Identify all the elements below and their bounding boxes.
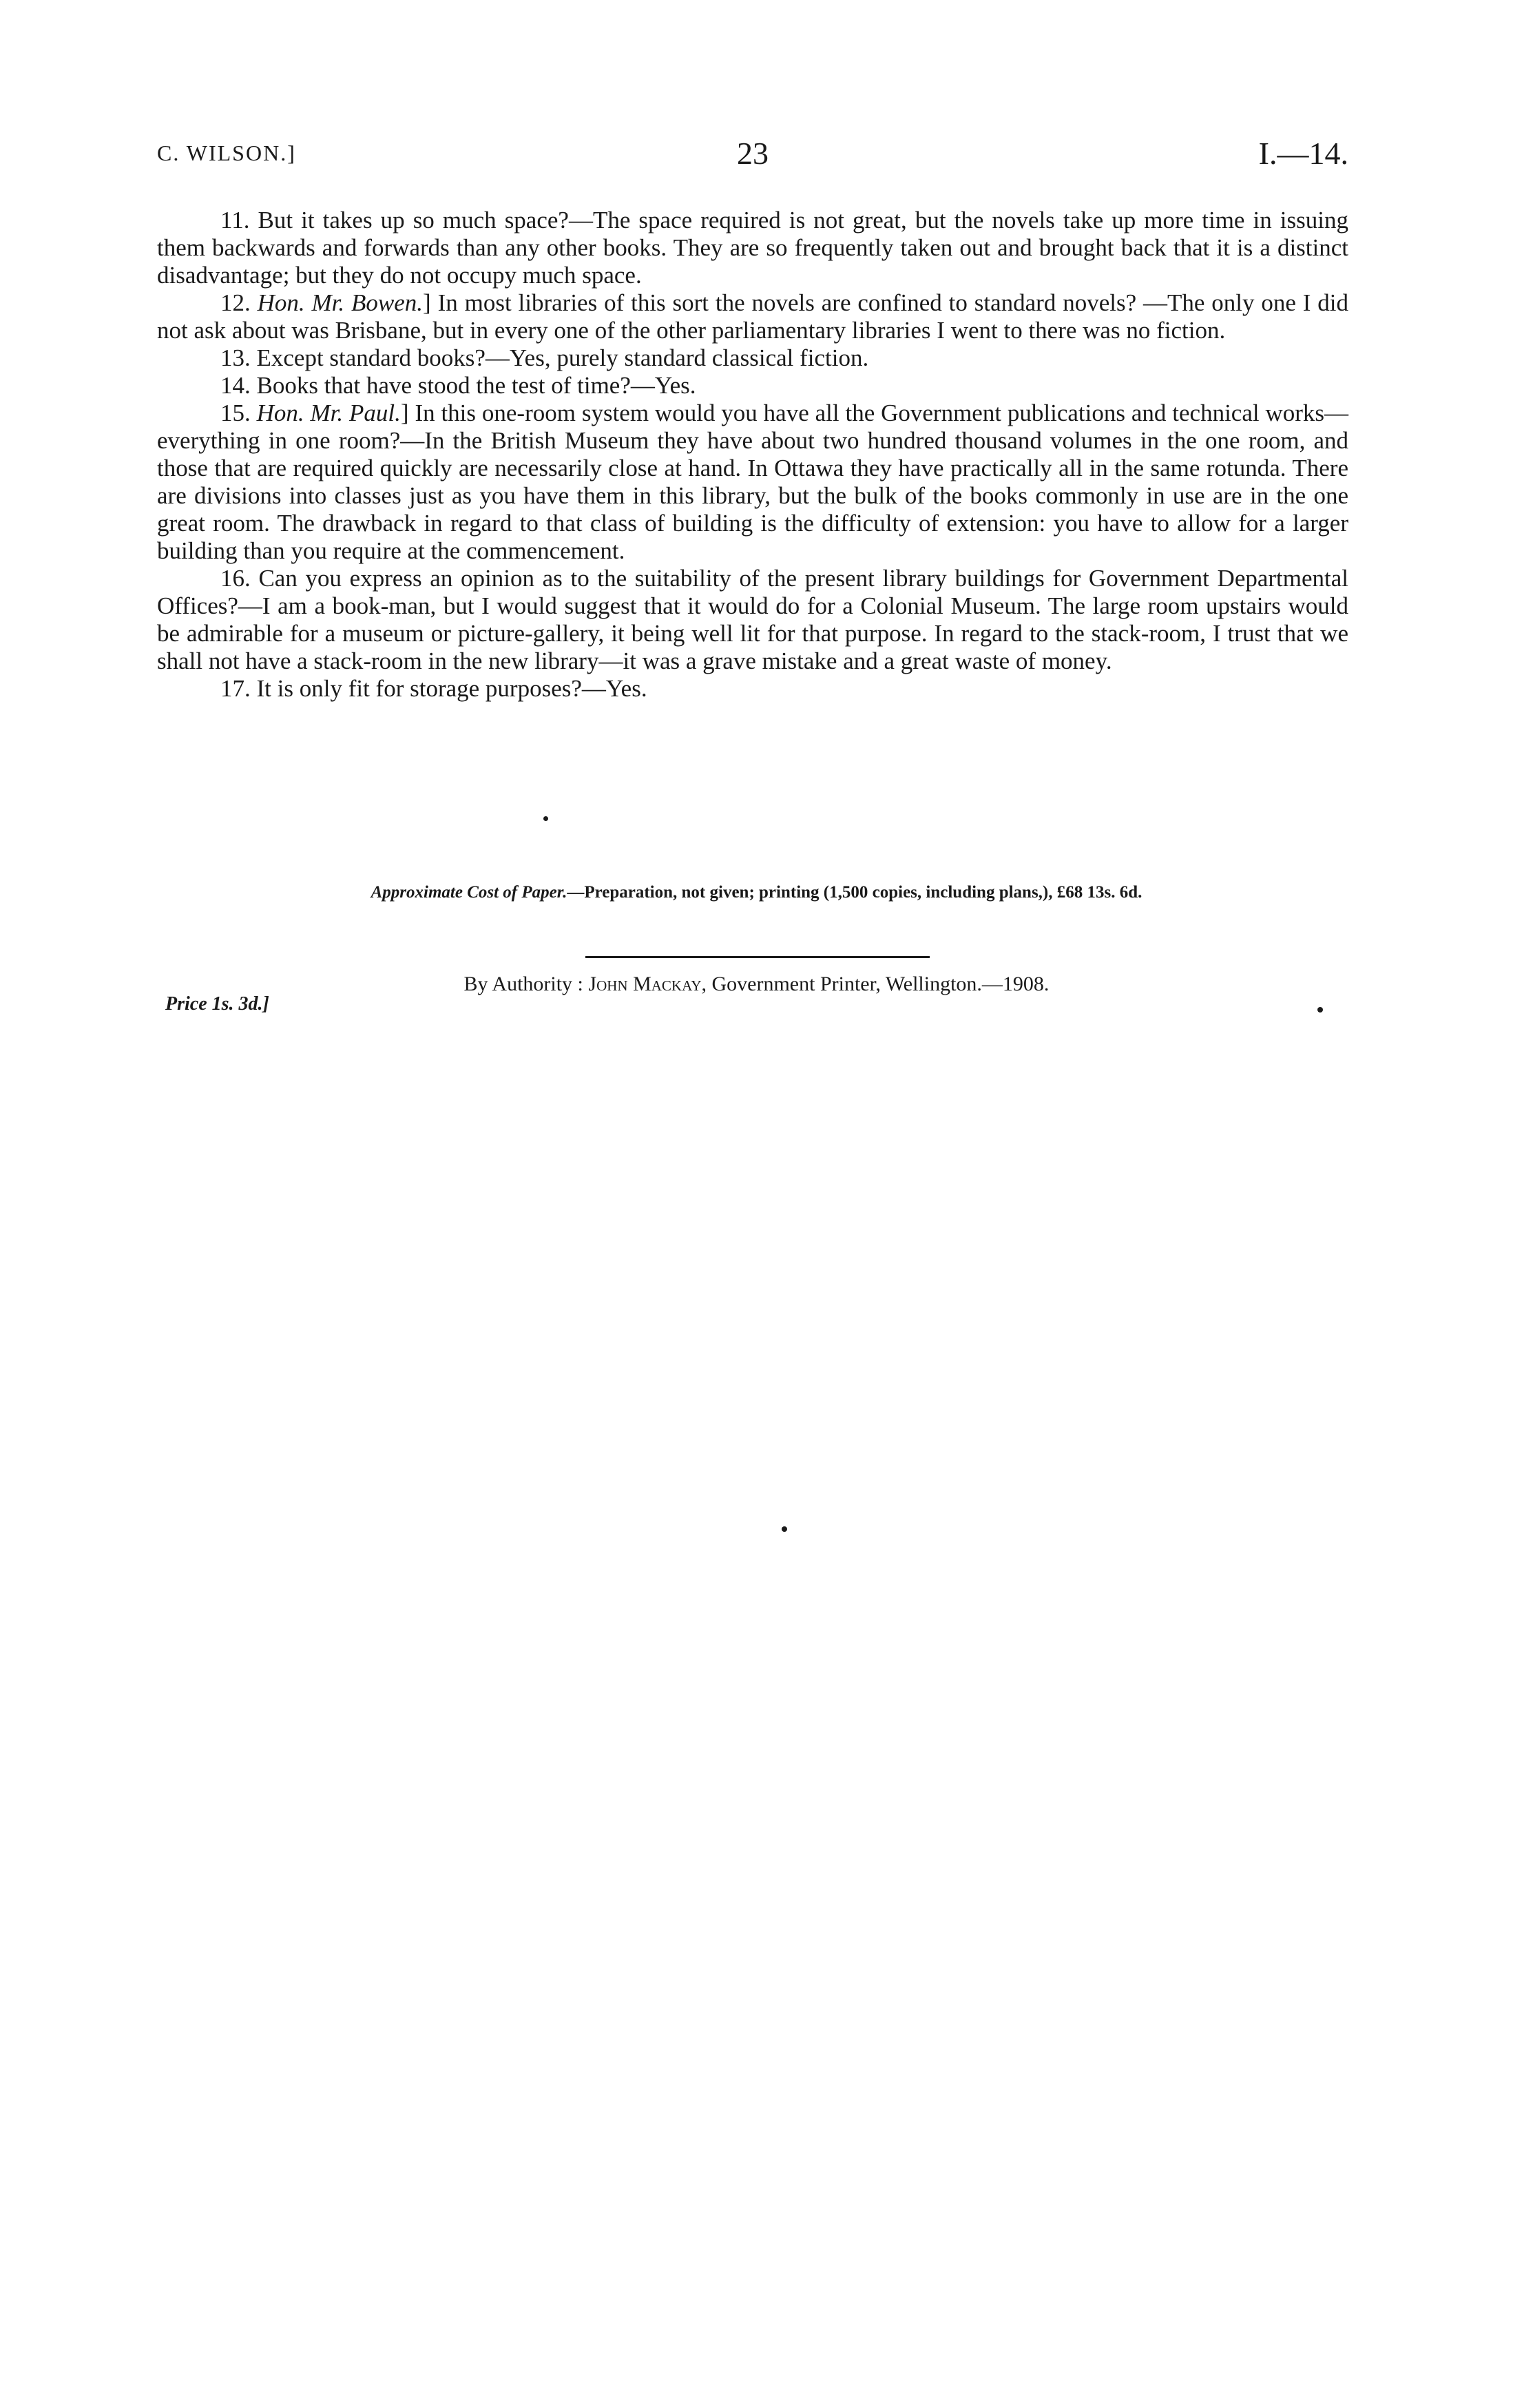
- evidence-text: [157, 207, 1348, 703]
- question-text: Except standard books?—Yes, purely standard classical fiction.: [256, 344, 869, 371]
- speaker-name: Hon. Mr. Bowen.: [257, 289, 424, 316]
- question-paragraph: [157, 372, 1348, 399]
- question-text: In this one-room system would you have all the Government publications and technical works—everything in one room?—In the British Museum they have about two hundred thousand volumes in the one room, and those that are required quickly are necessarily close at hand. In Ottawa they have practically all in the same rotunda. There are divisions into classes just as you have them in this library, but the bulk of the books commonly in use are in the one great room. The drawback in regard to that class of building is the difficulty of extension: you have to allow for a larger building than you require at the commencement.: [157, 399, 1349, 564]
- question-number: 12.: [220, 289, 251, 316]
- cost-details: —Preparation, not given; printing (1,500 copies, including plans,), £68 13s. 6d.: [567, 883, 1142, 902]
- authority-label: By Authority :: [463, 973, 583, 995]
- witness-name: C. WILSON.]: [157, 141, 296, 165]
- document-reference: I.—14.: [1258, 136, 1348, 171]
- question-text: Can you express an opinion as to the suitability of the present library buildings for Government Departmental Offices?—I am a book-man, but I would suggest that it would do for a Colonial Museum. The large room upstairs would be admirable for a museum or picture-gallery, it being well lit for that purpose. In regard to the stack-room, I trust that we shall not have a stack-room in the new library—it was a grave mistake and a great waste of money.: [157, 565, 1349, 674]
- question-text: Books that have stood the test of time?—Yes.: [256, 372, 696, 399]
- print-speck: [782, 1526, 787, 1532]
- page-header: [157, 135, 1348, 176]
- question-paragraph: 15. Hon. Mr. Paul.] In this one-room system would you have all the Government publications and technical works—everything in one room?—In the British Museum they have about two hundred thousand volumes in the one room, and those that are required quickly are necessarily close at hand. In Ottawa they have practically all in the same rotunda. There are divisions into classes just as you have them in this library, but the bulk of the books commonly in use are in the one great room. The drawback in regard to that class of building is the difficulty of extension: you have to allow for a larger building than you require at the commencement.: [157, 399, 1349, 564]
- question-number: 17.: [220, 675, 251, 702]
- price-label: Price 1s. 3d.]: [165, 993, 269, 1015]
- cost-label: Approximate Cost of Paper.: [371, 883, 567, 902]
- question-text: In most libraries of this sort the novels are confined to standard novels? —The only one I did not ask about was Brisbane, but in every one of the other parliamentary libraries I went to there was no fiction.: [157, 289, 1349, 344]
- page-number: 23: [737, 136, 769, 171]
- question-number: 11.: [220, 207, 250, 233]
- footer-divider: [585, 956, 930, 958]
- speaker-name: Hon. Mr. Paul.: [256, 399, 401, 426]
- question-number: 15.: [220, 399, 251, 426]
- question-paragraph: [157, 207, 1348, 289]
- question-paragraph: 12. Hon. Mr. Bowen.] In most libraries of this sort the novels are confined to standard novels? —The only one I did not ask about was Brisbane, but in every one of the other parliamentary libraries I went to there was no fiction.: [157, 289, 1349, 344]
- printer-name: John Mackay: [588, 973, 702, 995]
- cost-of-paper-note: [0, 883, 1513, 902]
- question-number: 13.: [220, 344, 251, 371]
- question-paragraph: [157, 565, 1348, 675]
- print-speck: [1317, 1007, 1323, 1013]
- printer-imprint: [0, 973, 1513, 996]
- question-paragraph: [157, 675, 1348, 703]
- question-text: It is only fit for storage purposes?—Yes.: [256, 675, 647, 702]
- question-paragraph: [157, 344, 1348, 372]
- question-number: 16.: [220, 565, 251, 592]
- printer-details: , Government Printer, Wellington.—1908.: [701, 973, 1050, 995]
- print-speck: [543, 816, 548, 821]
- question-number: 14.: [220, 372, 251, 399]
- question-text: But it takes up so much space?—The space required is not great, but the novels take up more time in issuing them backwards and forwards than any other books. They are so frequently taken out and brought back that it is a distinct disadvantage; but they do not occupy much space.: [157, 207, 1348, 289]
